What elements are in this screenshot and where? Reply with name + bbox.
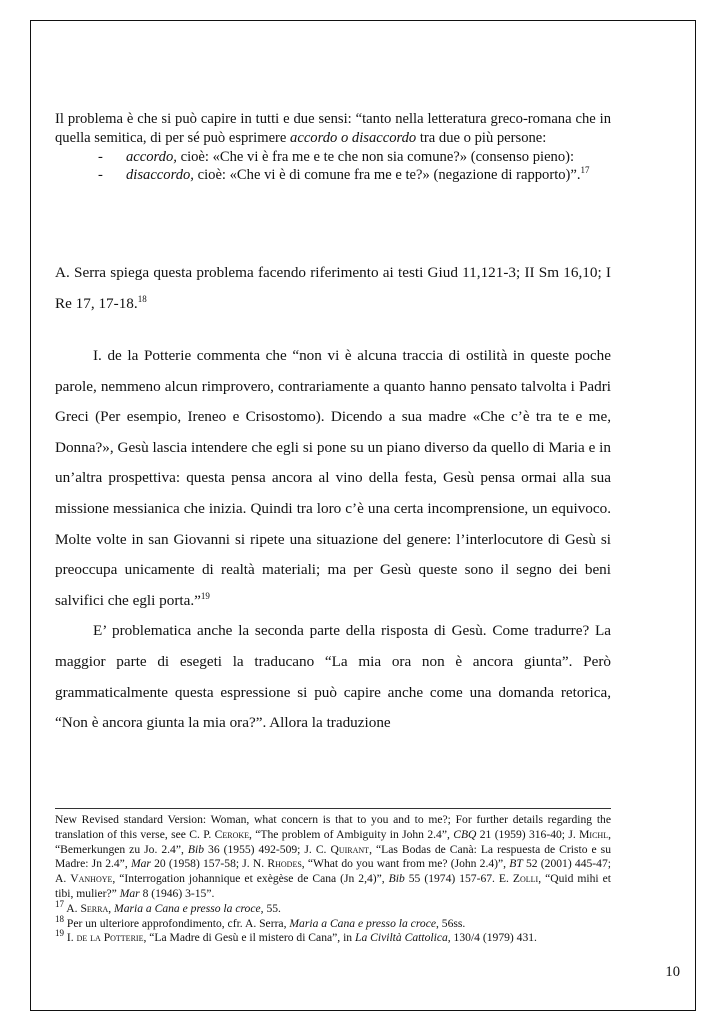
fn-text: , — [108, 901, 115, 915]
bullet-text — [126, 148, 611, 167]
fn-text: , “Interrogation johannique et exègèse de Cana (Jn 2,4)”, — [112, 872, 389, 886]
fn-text: 21 (1959) 316-40; J. — [476, 827, 580, 841]
fn-text: 8 (1946) 3-15”. — [139, 886, 215, 900]
footnote-18 — [55, 913, 611, 932]
footnote-separator — [55, 808, 611, 809]
footnote-ref[interactable]: 19 — [200, 590, 210, 601]
bullet-text — [126, 166, 611, 185]
footnote-ref[interactable]: 17 — [580, 165, 590, 176]
fn-text: 52 (2001) 445-47; A. — [55, 857, 611, 886]
fn-text: , “The problem of Ambiguity in John 2.4”, — [249, 827, 454, 841]
paragraph-potterie — [55, 341, 611, 616]
footnote-number: 19 — [55, 928, 64, 939]
fn-text: 130/4 (1979) 431. — [450, 931, 537, 945]
footnotes — [55, 813, 611, 946]
paragraph-serra — [55, 258, 611, 319]
fn-journal: Mar — [119, 886, 140, 900]
fn-text: 36 (1955) 492-509; J. C. — [204, 842, 331, 856]
quote-text: Il problema è che si può capire in tutti e due sensi: “tanto nella letteratura greco-romana che in quella semitica, di per sé può esprimere — [55, 111, 611, 146]
fn-author: de la Potterie — [76, 931, 144, 945]
body-text — [55, 341, 611, 739]
fn-title: Maria a Cana e presso la croce — [289, 916, 436, 930]
paragraph-problematica — [55, 616, 611, 738]
fn-text: 20 (1958) 157-58; J. N. — [150, 857, 268, 871]
fn-text: 55. — [263, 901, 281, 915]
fn-text: , “Quid mihi et tibi, mulier?” — [55, 872, 611, 900]
fn-text: , “What do you want from me? (John 2.4)”, — [301, 857, 510, 871]
fn-journal: Mar — [130, 857, 151, 871]
fn-text: New Revised standard Version: Woman, what concern is that to you and to me?; For further details regarding the translation of this verse, see C. P. — [55, 813, 611, 841]
fn-text: , “La Madre di Gesù e il mistero di Cana”, in — [143, 931, 355, 945]
bullet-dash: - — [98, 167, 103, 184]
footnote-number: 17 — [55, 898, 64, 909]
page-number: 10 — [665, 964, 680, 980]
footnote-19 — [55, 928, 611, 946]
bullet-accordo — [55, 148, 611, 167]
quote-intro — [55, 110, 611, 148]
footnote-number: 18 — [55, 913, 64, 924]
bullet-term: accordo, — [126, 148, 177, 165]
fn-journal: Bib — [187, 842, 205, 856]
footnote-continued — [55, 813, 611, 902]
fn-title: Maria a Cana e presso la croce, — [114, 901, 264, 915]
fn-text: , “Bemerkungen zu Jo. 2.4”, — [55, 827, 611, 856]
bullet-body: cioè: «Che vi è di comune fra me e te?» (negazione di rapporto)”. — [193, 167, 581, 184]
fn-text: A. — [64, 901, 81, 915]
fn-text: I. — [64, 931, 77, 945]
fn-text: 55 (1974) 157-67. E. — [404, 872, 513, 886]
fn-author: Ceroke — [214, 827, 250, 841]
paragraph-text: A. Serra spiega questa problema facendo riferimento ai testi Giud 11,121-3; II Sm 16,10; I Re 17, 17-18. — [55, 264, 611, 312]
fn-journal: La Civiltà Cattolica, — [355, 931, 451, 945]
quote-italic: accordo o disaccordo — [290, 129, 417, 146]
fn-author: Michl — [579, 827, 609, 841]
quote-text-end: tra due o più persone: — [416, 129, 547, 146]
paragraph-text: I. de la Potterie commenta che “non vi è alcuna traccia di ostilità in queste poche parole, nemmeno alcun rimprovero, contrariamente a quanto hanno pensato talvolta i Padri Greci (Per esempio, Ireneo e Crisostomo). Dicendo a sua madre «Che c’è tra te e me, Donna?», Gesù lascia intendere che egli si pone su un piano diverso da quello di Maria e in un’altra prospettiva: questa pensa ancora al vino della festa, Gesù pensa ormai alla sua missione messianica che inizia. Quindi tra loro c’è una certa incomprensione, un equivoco. Molte volte in san Giovanni si ripete una situazione del genere: l’interlocutore di Gesù si preoccupa unicamente di realtà materiali; ma per Gesù queste sono il segno dei beni salvifici che egli porta.” — [55, 347, 611, 609]
bullet-term: disaccordo, — [126, 167, 194, 184]
fn-journal: CBQ — [453, 827, 477, 841]
fn-text: , 56ss. — [436, 916, 466, 930]
fn-author: Serra — [80, 901, 109, 915]
fn-journal: Bib — [388, 872, 405, 886]
fn-author: Quirant — [330, 842, 370, 856]
fn-text: , “Las Bodas de Canà: La respuesta de Cristo e su Madre: Jn 2.4”, — [55, 842, 611, 871]
footnote-ref[interactable]: 18 — [137, 293, 147, 304]
fn-journal: BT — [509, 857, 523, 871]
paragraph-text: E’ problematica anche la seconda parte della risposta di Gesù. Come tradurre? La maggior parte di esegeti la traducano “La mia ora non è ancora giunta”. Però grammaticalmente questa espressione si può capire anche come una domanda retorica, “Non è ancora giunta la mia ora?”. Allora la traduzione — [55, 622, 611, 732]
fn-author: Vanhoye — [70, 872, 113, 886]
footnote-17 — [55, 898, 611, 917]
fn-text: Per un ulteriore approfondimento, cfr. A. Serra, — [64, 916, 290, 930]
bullet-body: cioè: «Che vi è fra me e te che non sia comune?» (consenso pieno): — [176, 148, 575, 165]
fn-author: Rhodes — [267, 857, 302, 871]
quoted-passage — [55, 110, 611, 185]
bullet-disaccordo — [55, 166, 611, 185]
fn-author: Zolli — [512, 872, 539, 886]
bullet-dash: - — [98, 148, 103, 165]
